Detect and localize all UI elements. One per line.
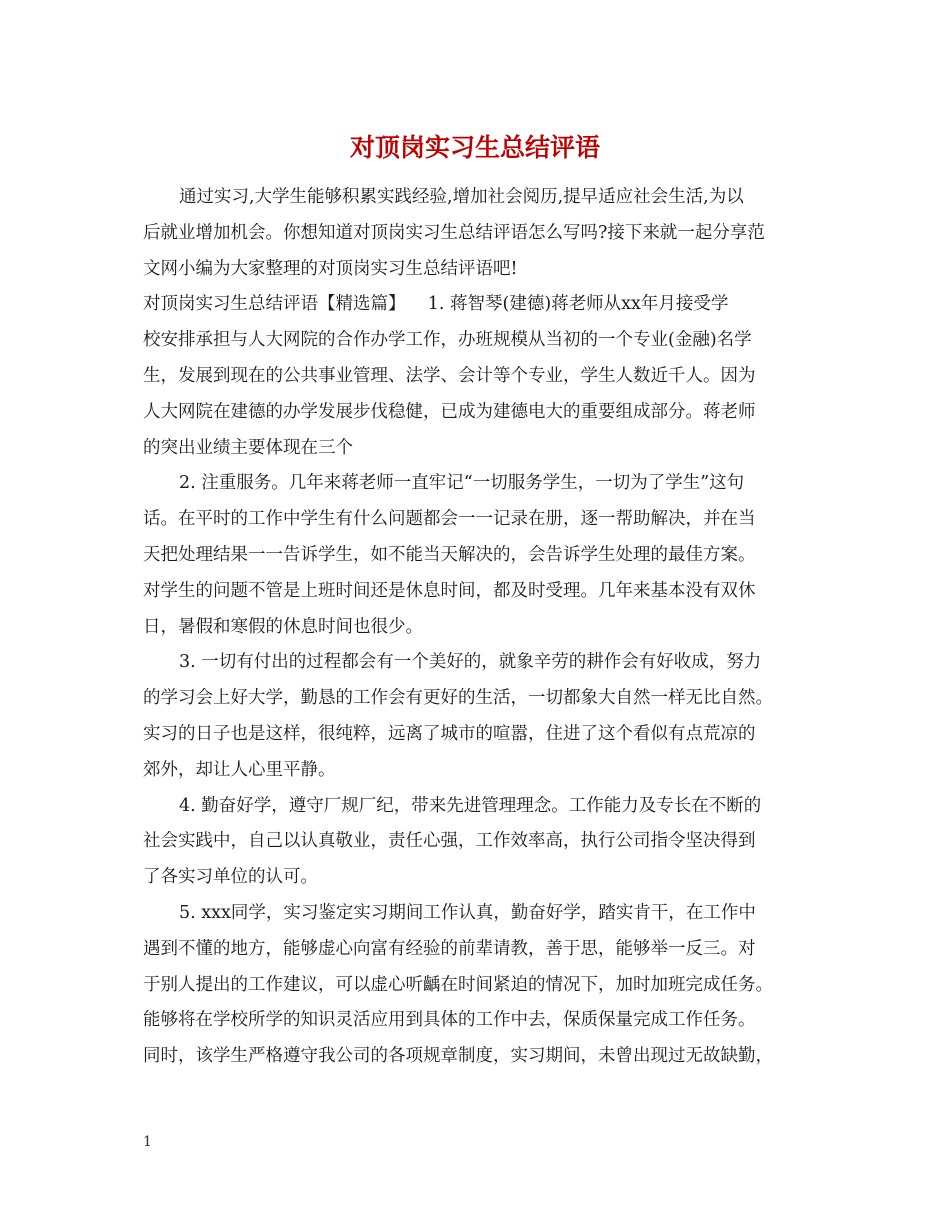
text-line: 能够将在学校所学的知识灵活应用到具体的工作中去，保质保量完成工作任务。 — [143, 1010, 756, 1031]
text-line: 话。在平时的工作中学生有什么问题都会一一记录在册，逐一帮助解决，并在当 — [143, 509, 756, 530]
text-line: 4. 勤奋好学，遵守厂规厂纪，带来先进管理理念。工作能力及专长在不断的 — [179, 795, 762, 816]
text-line: 通过实习,大学生能够积累实践经验,增加社会阅历,提早适应社会生活,为以 — [179, 187, 744, 207]
document-body — [143, 180, 815, 1075]
text-line: 遇到不懂的地方，能够虚心向富有经验的前辈请教，善于思，能够举一反三。对 — [143, 938, 756, 959]
text-line: 的突出业绩主要体现在三个 — [143, 437, 353, 458]
text-line: 社会实践中，自己以认真敬业，责任心强，工作效率高，执行公司指令坚决得到 — [143, 831, 756, 852]
text-line: 对学生的问题不管是上班时间还是休息时间，都及时受理。几年来基本没有双休 — [143, 580, 756, 601]
text-line: 的学习会上好大学，勤恳的工作会有更好的生活，一切都象大自然一样无比自然。 — [143, 688, 773, 709]
text-line: 同时，该学生严格遵守我公司的各项规章制度，实习期间，未曾出现过无故缺勤， — [143, 1046, 773, 1067]
text-line: 文网小编为大家整理的对顶岗实习生总结评语吧! — [143, 258, 518, 279]
text-line: 对顶岗实习生总结评语【精选篇】 1. 蒋智琴(建德)蒋老师从xx年月接受学 — [143, 294, 729, 315]
text-line: 校安排承担与人大网院的合作办学工作，办班规模从当初的一个专业(金融)名学 — [143, 330, 752, 351]
text-line: 人大网院在建德的办学发展步伐稳健，已成为建德电大的重要组成部分。蒋老师 — [143, 401, 756, 422]
text-line: 实习的日子也是这样，很纯粹，远离了城市的喧嚣，住进了这个看似有点荒凉的 — [143, 723, 756, 744]
text-line: 天把处理结果一一告诉学生，如不能当天解决的，会告诉学生处理的最佳方案。 — [143, 544, 756, 565]
text-line: 2. 注重服务。几年来蒋老师一直牢记“一切服务学生，一切为了学生”这句 — [179, 473, 745, 494]
text-line: 郊外，却让人心里平静。 — [143, 759, 336, 780]
text-line: 3. 一切有付出的过程都会有一个美好的，就象辛劳的耕作会有好收成，努力 — [179, 652, 762, 673]
text-line: 于别人提出的工作建议，可以虚心听齲在时间紧迫的情况下，加时加班完成任务。 — [143, 974, 773, 995]
text-line: 了各实习单位的认可。 — [143, 867, 318, 888]
text-line: 日，暑假和寒假的休息时间也很少。 — [143, 616, 423, 637]
text-line: 生，发展到现在的公共事业管理、法学、会计等个专业，学生人数近千人。因为 — [143, 365, 756, 386]
text-line: 5. xxx同学，实习鉴定实习期间工作认真，勤奋好学，踏实肯干，在工作中 — [179, 902, 756, 923]
text-line: 后就业增加机会。你想知道对顶岗实习生总结评语怎么写吗?接下来就一起分享范 — [143, 222, 765, 243]
page-title: 对顶岗实习生总结评语 — [349, 133, 600, 162]
page-number: 1 — [143, 1134, 152, 1150]
